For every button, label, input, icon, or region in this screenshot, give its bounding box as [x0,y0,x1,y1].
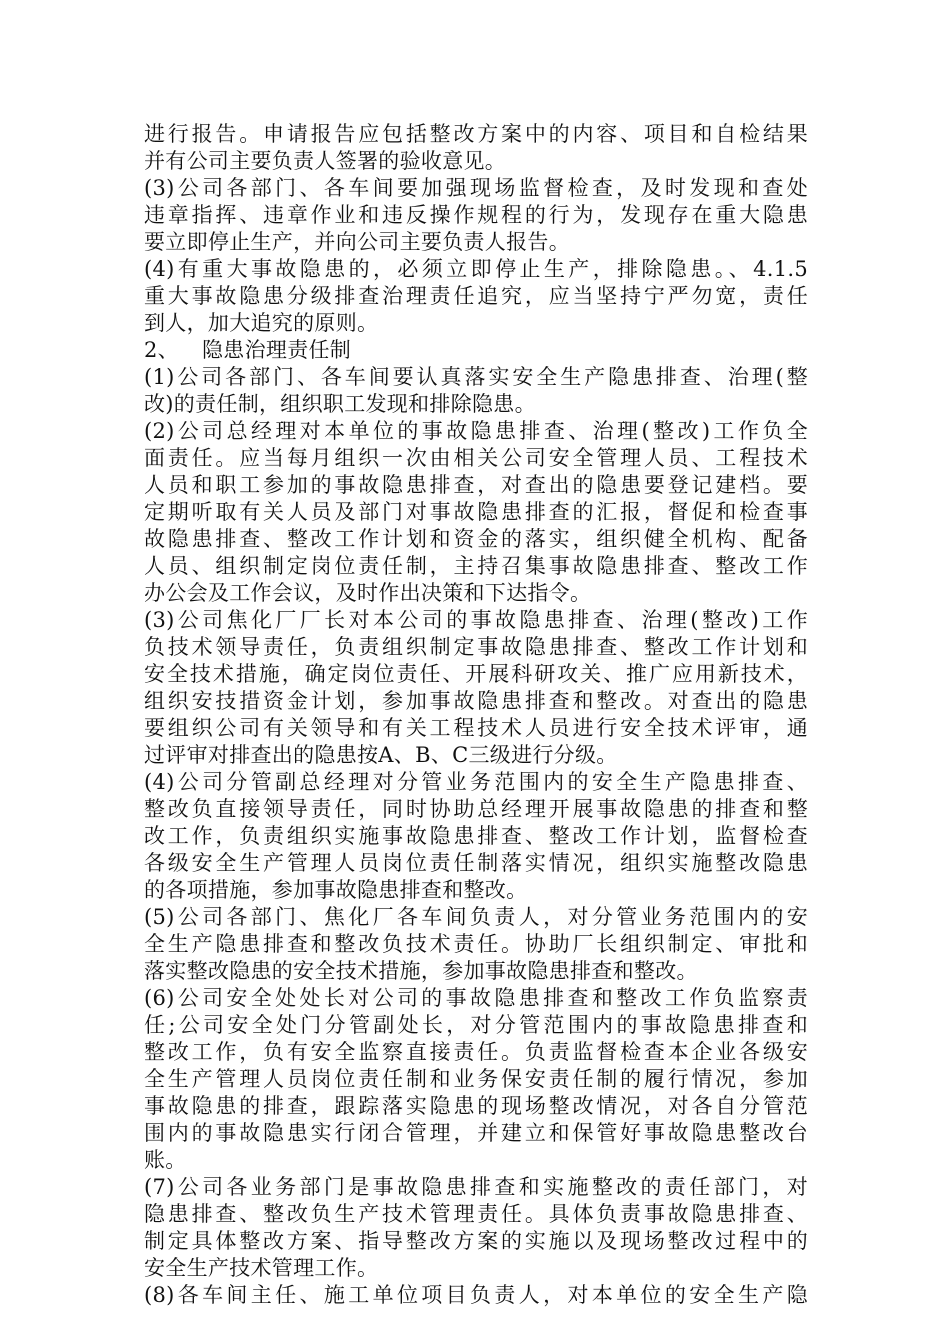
paragraph-line: 面责任。应当每月组织一次由相关公司安全管理人员、工程技术 [144,446,808,470]
paragraph-line: 安全技术措施，确定岗位责任、开展科研攻关、推广应用新技术， [144,662,808,686]
paragraph-line: 故隐患排查、整改工作计划和资金的落实，组织健全机构、配备 [144,527,808,551]
paragraph-line: 进行报告。申请报告应包括整改方案中的内容、项目和自检结果 [144,122,808,146]
paragraph-line: (7)公司各业务部门是事故隐患排查和实施整改的责任部门，对 [144,1175,808,1199]
paragraph-line: 围内的事故隐患实行闭合管理，并建立和保管好事故隐患整改台 [144,1121,808,1145]
paragraph-line: 并有公司主要负责人签署的验收意见。 [144,149,507,173]
paragraph-line: 定期听取有关人员及部门对事故隐患排查的汇报，督促和检查事 [144,500,808,524]
paragraph-line: 任;公司安全处门分管副处长，对分管范围内的事故隐患排查和 [144,1013,808,1037]
paragraph-line: 组织安技措资金计划，参加事故隐患排查和整改。对查出的隐患 [144,689,808,713]
paragraph-line: 安全生产技术管理工作。 [144,1256,379,1280]
section-heading [144,337,808,364]
paragraph-line: (8)各车间主任、施工单位项目负责人，对本单位的安全生产隐 [144,1283,808,1307]
paragraph-line: (5)公司各部门、焦化厂各车间负责人，对分管业务范围内的安 [144,905,808,929]
paragraph-line: 全生产隐患排查和整改负技术责任。协助厂长组织制定、审批和 [144,932,808,956]
paragraph-line: 全生产管理人员岗位责任制和业务保安责任制的履行情况，参加 [144,1067,808,1091]
paragraph-line: 负技术领导责任，负责组织制定事故隐患排查、整改工作计划和 [144,635,808,659]
paragraph-line: 人员、组织制定岗位责任制，主持召集事故隐患排查、整改工作 [144,554,808,578]
paragraph-line: (6)公司安全处处长对公司的事故隐患排查和整改工作负监察责 [144,986,808,1010]
paragraph-line: 到人，加大追究的原则。 [144,311,379,335]
paragraph-line: 落实整改隐患的安全技术措施，参加事故隐患排查和整改。 [144,959,698,983]
section-title: 隐患治理责任制 [202,338,352,362]
paragraph-line: (3)公司各部门、各车间要加强现场监督检查，及时发现和查处 [144,176,808,200]
paragraph-line: 改)的责任制，组织职工发现和排除隐患。 [144,392,536,416]
paragraph-line: 重大事故隐患分级排查治理责任追究，应当坚持宁严勿宽，责任 [144,284,808,308]
paragraph-line: 整改负直接领导责任，同时协助总经理开展事故隐患的排查和整 [144,797,808,821]
paragraph-line: 账。 [144,1148,187,1172]
paragraph-line: 违章指挥、违章作业和违反操作规程的行为，发现存在重大隐患 [144,203,808,227]
paragraph-line: 要组织公司有关领导和有关工程技术人员进行安全技术评审，通 [144,716,808,740]
document-body [144,121,808,1309]
paragraph-line: (2)公司总经理对本单位的事故隐患排查、治理(整改)工作负全 [144,419,808,443]
paragraph-line: 的各项措施，参加事故隐患排查和整改。 [144,878,528,902]
paragraph-line: 改工作，负责组织实施事故隐患排查、整改工作计划，监督检查 [144,824,808,848]
paragraph-line: (4)公司分管副总经理对分管业务范围内的安全生产隐患排查、 [144,770,808,794]
paragraph-line: (1)公司各部门、各车间要认真落实安全生产隐患排查、治理(整 [144,365,808,389]
section-number: 2、 [144,338,179,362]
paragraph-line: 人员和职工参加的事故隐患排查，对查出的隐患要登记建档。要 [144,473,808,497]
paragraph-line: 办公会及工作会议，及时作出决策和下达指令。 [144,581,592,605]
paragraph-line: (4)有重大事故隐患的，必须立即停止生产，排除隐患。、4.1.5 [144,257,808,281]
paragraph-line: 各级安全生产管理人员岗位责任制落实情况，组织实施整改隐患 [144,851,808,875]
paragraph-line: 要立即停止生产，并向公司主要负责人报告。 [144,230,570,254]
paragraph-line: 事故隐患的排查，跟踪落实隐患的现场整改情况，对各自分管范 [144,1094,808,1118]
paragraph-line: 制定具体整改方案、指导整改方案的实施以及现场整改过程中的 [144,1229,808,1253]
paragraph-line: (3)公司焦化厂厂长对本公司的事故隐患排查、治理(整改)工作 [144,608,808,632]
paragraph-line: 隐患排查、整改负生产技术管理责任。具体负责事故隐患排查、 [144,1202,808,1226]
paragraph-line: 过评审对排查出的隐患按A、B、C三级进行分级。 [144,743,618,767]
paragraph-line: 整改工作，负有安全监察直接责任。负责监督检查本企业各级安 [144,1040,808,1064]
